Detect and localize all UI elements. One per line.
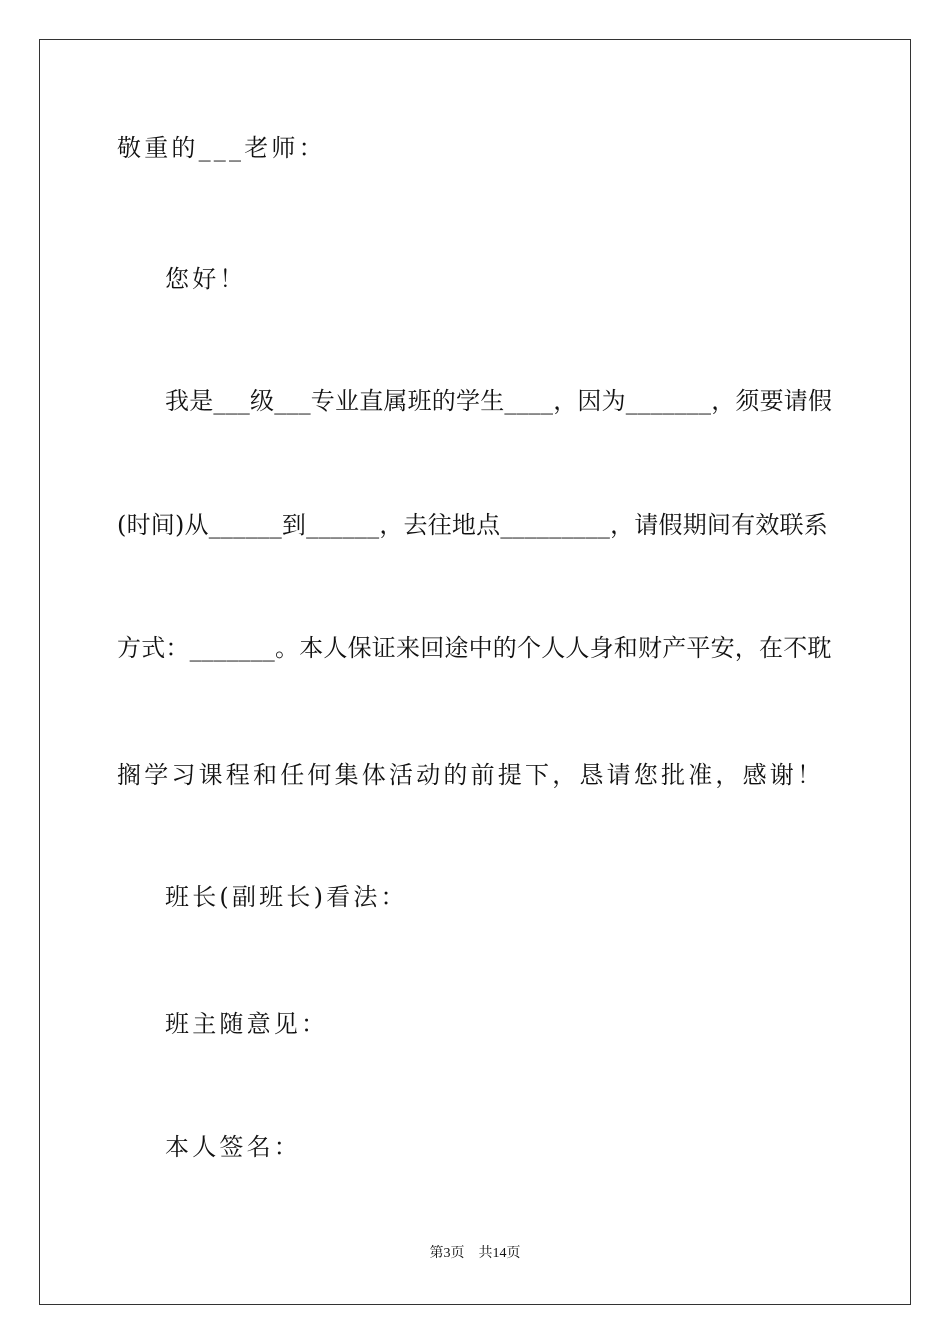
greeting: 您好！: [165, 265, 247, 293]
body-line-3: 方式：_______。本人保证来回途中的个人人身和财产平安，在不耽: [117, 634, 832, 662]
body-line-2: (时间)从______到______，去往地点_________，请假期间有效联系: [117, 511, 828, 539]
body-line-4: 搁学习课程和任何集体活动的前提下，恳请您批准，感谢！: [117, 761, 825, 789]
page-number: 第3页 共14页: [429, 1246, 521, 1261]
page-border: [39, 39, 911, 1305]
signature-label: 本人签名：: [165, 1133, 301, 1161]
monitor-opinion-label: 班长(副班长)看法：: [165, 883, 408, 911]
body-line-1: 我是___级___专业直属班的学生____，因为_______，须要请假: [165, 387, 833, 415]
head-teacher-opinion-label: 班主随意见：: [165, 1010, 329, 1038]
salutation: 敬重的___老师：: [117, 134, 326, 162]
